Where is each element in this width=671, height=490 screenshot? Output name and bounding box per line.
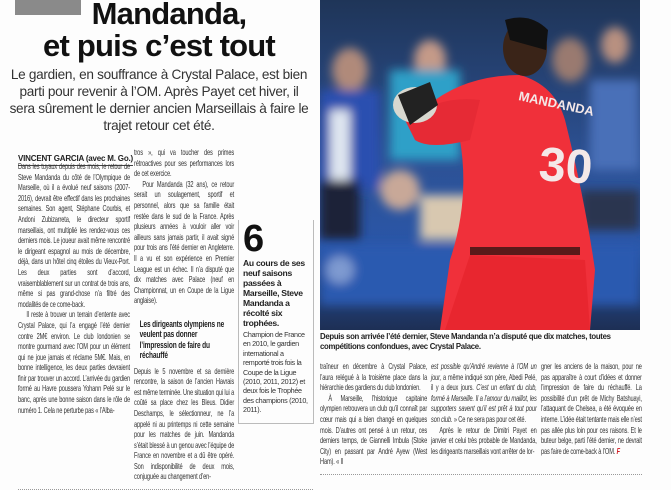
paragraph: Dans les tuyaux depuis des mois, le retour de Steve Mandanda du côté de l’Olympique de Marseille, où il a évolué neuf saisons (2007-2016), devrait être effectif dans les prochaines semaines. Son agent, Stéphane Courbis, et Andoni Zubizarreta, le directeur sportif marseillais, ont multiplié les rendez-vous ces derniers mois. Le joueur avait même rencontré le dirigeant espagnol au mois de décembre, déjà, dans un hôtel cinq étoiles du Vieux-Port. Les deux parties sont d’accord, vraisemblablement sur un contrat de trois ans, même si pas grand-chose n’a filtré des modalités de ce come-back. xyxy=(18,162,130,309)
paragraph: À Marseille, l’historique capitaine olympien retrouvera un club qu’il connaît par cœur mais qui a bien changé en quelques mois. D’autres ont pensé à un retour, ces derniers temps, de Giannelli Imbula (Stoke City) en passant par André Ayew (West Ham). « Il xyxy=(320,393,428,467)
quote: C’est un enfant du club, formé à Marseille. Il a l’amour du maillot, les supporters savent qu’il est prêt à tout pour son club. xyxy=(431,383,537,424)
stat-text: Champion de France en 2010, le gardien international a remporté trois fois la Coupe de la Ligue (2010, 2011, 2012) et deux fois le Trophée des champions (2010, 2011). xyxy=(243,330,308,415)
column-2 xyxy=(134,148,234,483)
column-5-wrapper xyxy=(541,362,642,457)
column-3 xyxy=(320,362,427,468)
column-4-wrapper xyxy=(431,362,537,457)
article-left-section xyxy=(0,0,318,490)
column-1 xyxy=(18,162,130,416)
article-right-section xyxy=(320,0,642,475)
paragraph: Il reste à trouver un terrain d’entente avec Crystal Palace, qui l’a engagé l’été dernier contre 2M€ environ. Le club londonien se montre gourmand avec l’OM pour un élément qui ne joue jamais et réclame 5M€. Mais, en bonne intelligence, les deux parties devraient finir par trouver un accord. L’arrivée du gardien formé au Havre poussera Yohann Pelé sur le banc, après une bonne saison dans le rôle de numéro 1. Cela ne perturbe pas « l’Alba- xyxy=(18,310,130,415)
column-5 xyxy=(541,362,642,457)
stat-sidebar-box xyxy=(238,220,314,424)
paragraph xyxy=(431,362,537,426)
quote: est possible qu’André revienne à l’OM un jour, xyxy=(431,362,537,382)
stat-number: 6 xyxy=(243,218,265,260)
jersey-name: MANDANDA xyxy=(517,88,596,119)
intertitle: Les dirigeants olympiens ne veulent pas donner l’impression de faire du réchauffé xyxy=(139,317,225,361)
column-4 xyxy=(431,362,537,457)
column-3-wrapper xyxy=(320,362,427,468)
text: » Ce ne sera pas pour cet été. xyxy=(452,414,526,424)
jersey-number: 30 xyxy=(537,138,595,195)
article-photo xyxy=(320,0,640,330)
byline: VINCENT GARCIA (avec M. Go.) xyxy=(18,154,133,166)
paragraph: Après le retour de Dimitri Payet en janvier et celui très probable de Mandanda, les dirigeants marseillais vont arrêter de lor- xyxy=(431,425,537,456)
goalkeeper-photo xyxy=(320,0,640,330)
headline-line-2: et puis c’est tout xyxy=(43,28,275,63)
paragraph: tros », qui va toucher des primes rétroactives pour ses performances lors de cet exercice. xyxy=(134,148,235,179)
headline-line-1: Mandanda, xyxy=(91,0,247,31)
column-2-wrapper xyxy=(134,148,234,483)
bottom-columns xyxy=(320,362,642,468)
end-mark-logo: F xyxy=(616,446,620,456)
paragraph: traîneur en décembre à Crystal Palace, l’aura relégué à la troisième place dans la hiérarchie des gardiens du club londonien. xyxy=(320,362,428,393)
article-standfirst: Le gardien, en souffrance à Crystal Palace, est bien parti pour revenir à l’OM. Après Payet cet hiver, il sera sûrement le dernier ancien Marseillais à faire le trajet retour cet été. xyxy=(9,67,309,133)
text: gner les anciens de la maison, pour ne pas apparaître à court d’idées et donner l’impression de faire du réchauffé. La possibilité d’un prêt de Michy Batshuayi, l’attaquant de Chelsea, a été évoquée en interne. L’idée était tentante mais elle n’est pas allée plus loin pour ces raisons. Et le buteur belge, parti l’été dernier, ne devrait pas faire de come-back à l’OM. xyxy=(541,362,642,456)
paragraph: Pour Mandanda (32 ans), ce retour serait un soulagement, sportif et personnel, alors que sa famille était restée dans le sud de la France. Après plusieurs années à vouloir aller voir ailleurs sans jamais partir, il avait signé pour trois ans l’été dernier en Angleterre. Il a vu et son expérience en Premier League est un échec. Il n’a disputé que dix matches avec Palace (neuf en Championnat, un en Coupe de la Ligue anglaise). xyxy=(134,179,235,306)
paragraph xyxy=(541,362,642,457)
paragraph: Depuis le 5 novembre et sa dernière rencontre, la saison de l’ancien Havrais est même terminée. Une situation qui lui a coûté sa place chez les Bleus. Didier Deschamps, le sélectionneur, ne l’a appelé ni au printemps ni cette semaine pour les matches de juin. Mandanda s’était blessé à un genou avec l’équipe de France en novembre et a dû être opéré. Son indisponibilité de deux mois, conjuguée au changement d’en- xyxy=(134,366,235,482)
text: a même indiqué son père, Abedi Pelé, il y a deux jours. xyxy=(431,372,537,393)
dotted-divider xyxy=(320,474,642,475)
photo-caption: Depuis son arrivée l’été dernier, Steve Mandanda n’a disputé que dix matches, toutes compétitions confondues, avec Crystal Palace. xyxy=(320,332,611,351)
column-1-wrapper xyxy=(18,162,130,416)
stat-lead: Au cours de ses neuf saisons passées à Marseille, Steve Mandanda a récolté six trophées. xyxy=(243,258,305,328)
